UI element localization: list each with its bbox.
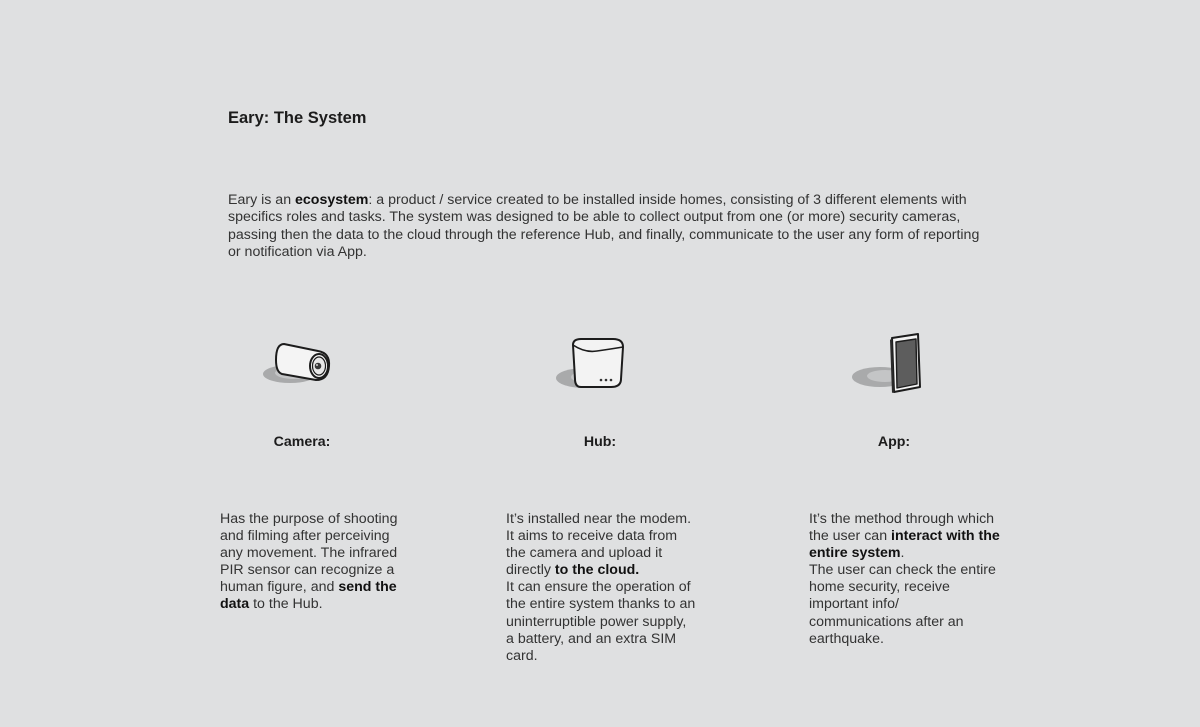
security-camera-icon: [258, 336, 338, 392]
smartphone-icon: [850, 332, 930, 394]
intro-emphasis: ecosystem: [295, 192, 369, 208]
hub-description-text-2: It can ensure the operation of the entire system thanks to an uninterruptible power supply, a battery, and an extra SIM card.: [506, 579, 696, 664]
intro-text-end: : a product / service created to be installed inside homes, consisting of 3 different elements with specifics roles and tasks. The system was designed to be able to collect output from one (or more) security cameras, passing then the data to the cloud through the reference Hub, and finally, communicate to the user any form of reporting or notification via App.: [228, 192, 980, 260]
camera-desc-emphasis: send the data: [220, 579, 397, 613]
camera-description-text: [220, 511, 402, 614]
app-desc-start: It’s the method through which the user can: [809, 511, 995, 545]
camera-desc-end: to the Hub.: [249, 596, 323, 613]
app-description: [809, 511, 1001, 648]
hub-description-text: [506, 511, 698, 579]
hub-label: Hub:: [583, 434, 617, 450]
intro-text-start: Eary is an: [228, 192, 296, 208]
app-description-text-2: The user can check the entire home security, receive important info/ communications after an earthquake.: [809, 562, 996, 647]
hub-desc-start: It’s installed near the modem. It aims to receive data from the camera and upload it directly: [506, 511, 692, 579]
intro-paragraph: [228, 192, 988, 261]
hub-desc-emphasis: to the cloud.: [554, 562, 640, 579]
app-desc-emphasis: interact with the entire system: [809, 528, 1000, 562]
app-desc-end: .: [900, 545, 905, 562]
camera-desc-start: Has the purpose of shooting and filming after perceiving any movement. The infrared PIR sensor can recognize a human figure, and: [220, 511, 398, 596]
hub-device-icon: [551, 333, 631, 393]
hub-description: [506, 511, 698, 665]
app-label: App:: [877, 434, 911, 450]
app-description-text: [809, 511, 1001, 562]
camera-label: Camera:: [273, 434, 331, 450]
camera-description: [220, 511, 402, 614]
page-title: Eary: The System: [228, 109, 367, 127]
